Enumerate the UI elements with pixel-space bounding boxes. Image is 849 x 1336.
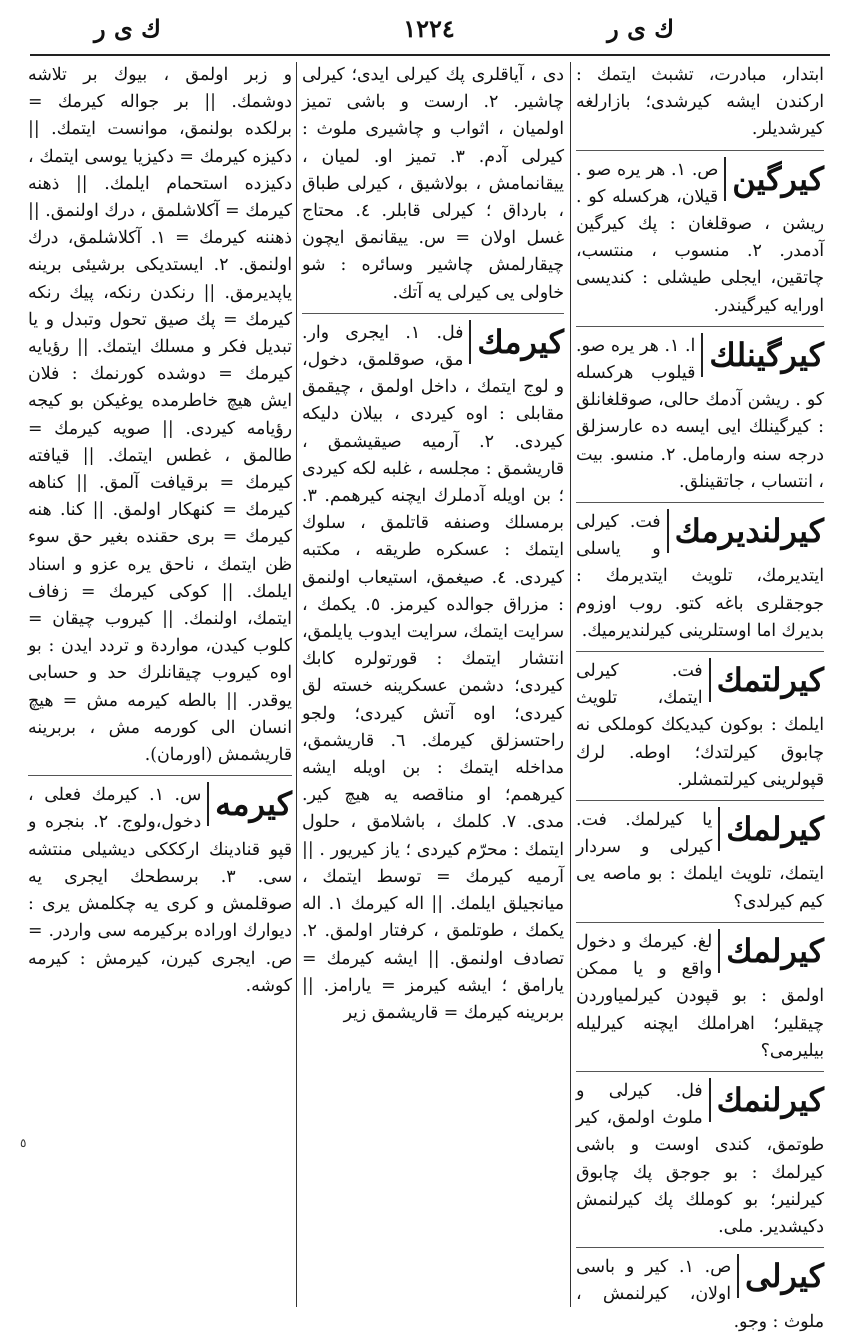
entry-headword: کیرلمك (718, 807, 824, 851)
dictionary-entry (576, 922, 824, 1065)
dictionary-entry (28, 62, 292, 769)
entry-definition: فل. کیرلی و ملوث اولمق، کیر طوتمق، کندی اوست و باشی کیرلمك : بو جوجق پك چابوق کیرلنیر؛ بو کوملك پك کیرلنمش دکیشدیر. ملی. (576, 1080, 824, 1237)
dictionary-entry (576, 502, 824, 645)
dictionary-entry (302, 62, 564, 307)
entry-definition: لغ. کیرمك و دخول واقع و یا ممکن اولمق : بو قپودن کیرلمیاوردن چیقلیر؛ اهراملك ایچنه کیرلیله بیلیرمی؟ (576, 931, 824, 1061)
entry-definition: فت. کیرلی ایتمك، تلویث ایلمك : بوکون کیدیکك کوملکی نه چابوق کیرلتدك؛ اوطه. لرك قپولرینی کیرلتمشلر. (576, 661, 824, 790)
column-divider (296, 62, 297, 1307)
page-number: ١٢٢٤ (403, 14, 455, 43)
entry-headword: کیرلتمك (709, 658, 824, 702)
column-left (28, 62, 292, 1307)
header-letters-left: ك ى ر (94, 14, 161, 43)
dictionary-entry (28, 775, 292, 1000)
entry-definition: ابتدار، مبادرت، تشبث ایتمك : ارکندن ایشه کیرشدی؛ بازارلغه کیرشدیلر. (576, 65, 824, 140)
column-divider (570, 62, 571, 1307)
page-header (34, 10, 824, 50)
entry-headword: کیرگینلك (701, 333, 824, 377)
dictionary-columns (28, 62, 833, 1332)
dictionary-entry (576, 326, 824, 496)
entry-headword: کیرمك (469, 320, 564, 364)
entry-definition: ص. ١. کیر و باسی اولان، کیرلنمش ، ملوث : وجو. (576, 1257, 824, 1332)
column-right (576, 62, 824, 1332)
dictionary-entry (576, 62, 824, 144)
entry-definition: فل. ١. ایجری وار. مق، صوقلمق، دخول، و لوج ایتمك ، داخل اولمق ، چیقمق مقابلی : اوه کیردی ، بیلان دلیکه کیردی. ٢. آرمیه صیقیشمق ، قاریشمق : مجلسه ، غلبه لکه کیردی ؛ بن اویله آدملرك ایچنه کیرهمم. ٣. برمسلك وصنفه قاتلمق ، سلوك ایتمك : عسکره طریقه ، مکتبه کیردی. ٤. صیغمق، استیعاب اولنمق : مزراق جوالده کیرمز. ٥. یکمك ، سرایت ایتمك، سرایت ایدوب یایلمق، انتشار ایتمك : قورتولره کابك کیردی؛ دشمن عسکرینه خسته لق کیردی؛ اوه آتش کیردی؛ ولجو راحتسزلق کیرمك. ٦. قاریشمق، مداخله ایتمك : بن اویله ایشه کیرهمم؛ او مناقصه یه هیچ کیر. مدی. ٧. کلمك ، باشلامق ، حلول ایتمك : محرّم کیردی ؛ یاز کیریور . || آرمیه کیرمك = توسط ایتمك ، میانجیلق ایلمك. || اله کیرمك ١. اله یكمك ، طوتلمق ، کرفتار اولمق. ٢. تصادف اولنمق. || ایشه کیرمك = یارامق ؛ ایشه کیرمز = یارامز. || بربرینه کیرمك = قاریشمق زیر (301, 322, 565, 1023)
dictionary-entry (576, 800, 824, 916)
column-middle (302, 62, 564, 1307)
entry-headword: کیرگین (724, 157, 824, 201)
entry-headword: کیرلی (737, 1254, 824, 1298)
dictionary-entry (302, 313, 564, 1027)
dictionary-entry (576, 1247, 824, 1336)
margin-footnote-mark: ٥ (20, 1136, 27, 1150)
entry-definition: دی ، آیاقلری پك کیرلی ایدی؛ کیرلی چاشیر. ٢. ارست و باشی تمیز اولمیان ، اثواب و چاشیری ملوث : کیرلی آدم. ٣. تمیز او. لمیان ، ییقانمامش ، بولاشیق ، کیرلی طباق ، بارداق ؛ کیرلی قابلر. ٤. محتاج غسل اولان = س. ییقانمق ایچون چیقارلمش چاشیر وسائره : شو خاولی یی کیرلی یه آتك. (302, 65, 564, 303)
entry-definition: ا. ١. هر یره صو. قیلوب هرکسله کو . ریشن آدمك حالی، صوقلغانلق : کیرگینلك ایی ایسه ده عارسزلق درجه سنه وارمامل. ٢. منسو. بیت ، انتساب ، جاتقینلق. (576, 335, 824, 492)
dictionary-entry (576, 150, 824, 320)
entry-headword: کیرلنمك (709, 1078, 824, 1122)
header-letters-right: ك ى ر (607, 14, 674, 43)
entry-definition: س. ١. کیرمك فعلی ، دخول،ولوج. ٢. بنجره و قپو قنادینك ارکککی دیشیلی منتشه سی. ٣. برسطحك ایجری یه صوقلمش و کری یه چکلمش یری : دیوارك اوراده برکیرمه سی واردر. = ص. ایجری کیرن، کیرمش : کیرمه کوشه. (28, 785, 292, 996)
entry-definition: یا کیرلمك. فت. کیرلی و سردار ایتمك، تلویث ایلمك : بو ماصه یی کیم کیرلدی؟ (576, 810, 824, 912)
entry-definition: فت. کیرلی و یاسلی ایتدیرمك، تلویث ایتدیرمك : جوجقلری باغه کتو. روب اوزوم بدیرك اما اوستلرینی کیرلندیرمیك. (576, 512, 824, 641)
dictionary-entry (576, 651, 824, 794)
header-rule (30, 54, 830, 56)
entry-headword: کیرلندیرمك (667, 509, 824, 553)
entry-headword: کیرلمك (718, 929, 824, 973)
dictionary-entry (576, 1071, 824, 1241)
entry-headword: کیرمه (207, 782, 292, 826)
entry-definition: ص. ١. هر یره صو . قیلان، هرکسله کو . ریشن ، صوقلغان : پك کیرگین آدمدر. ٢. منسوب ، منتسب، چاتقین، ایجلی طیشلی : کندیسی اورایه کیرگیندر. (576, 159, 824, 316)
entry-definition: و زبر اولمق ، بیوك بر تلاشه دوشمك. || بر جواله کیرمك = برلکده بولنمق، موانست ایتمك. || دکیزه کیرمك = دکیزیا یوسی ایتمك ، دکیزده استحمام ایلمك. || ذهنه کیرمك = آکلاشلمق ، درك اولنمق. || ذهننه کیرمك = ١. آکلاشلمق، درك اولنمق. ٢. ایستدیکی برشیئی برینه یاپدیرمق. || رنکدن رنکه، پیك رنکه کیرمك = پك صیق تحول وتبدل و یا تبدیل فکر و مسلك ایتمك. || رؤیایه کیرمك = دوشده کورنمك : فلان ایش هیچ خاطرمده یوغیکن بو کیجه رؤیامه کیردی. || صویه کیرمك = طالمق ، غطس ایتمك. || قیافته کیرمك = برقیافت آلمق. || کناهه کیرمك = کنهکار اولمق. || کنا. هنه کیرمك = بری حقنده بغیر حق سوء ظن ایتمك ، ناحق یره عزو و اسناد ایلمك. || کوکی کیرمك = زفاف ایتمك، اولنمك. || کیروب چیقان = کلوب کیدن، مواردة و تردد ایدن : بو اوه کیروب چیقانلرك حد و حسابی یوقدر. || بالطه کیرمه مش = هیچ انسان الی کورمه مش ، بربرینه قاریشمش (اورمان). (28, 65, 292, 766)
